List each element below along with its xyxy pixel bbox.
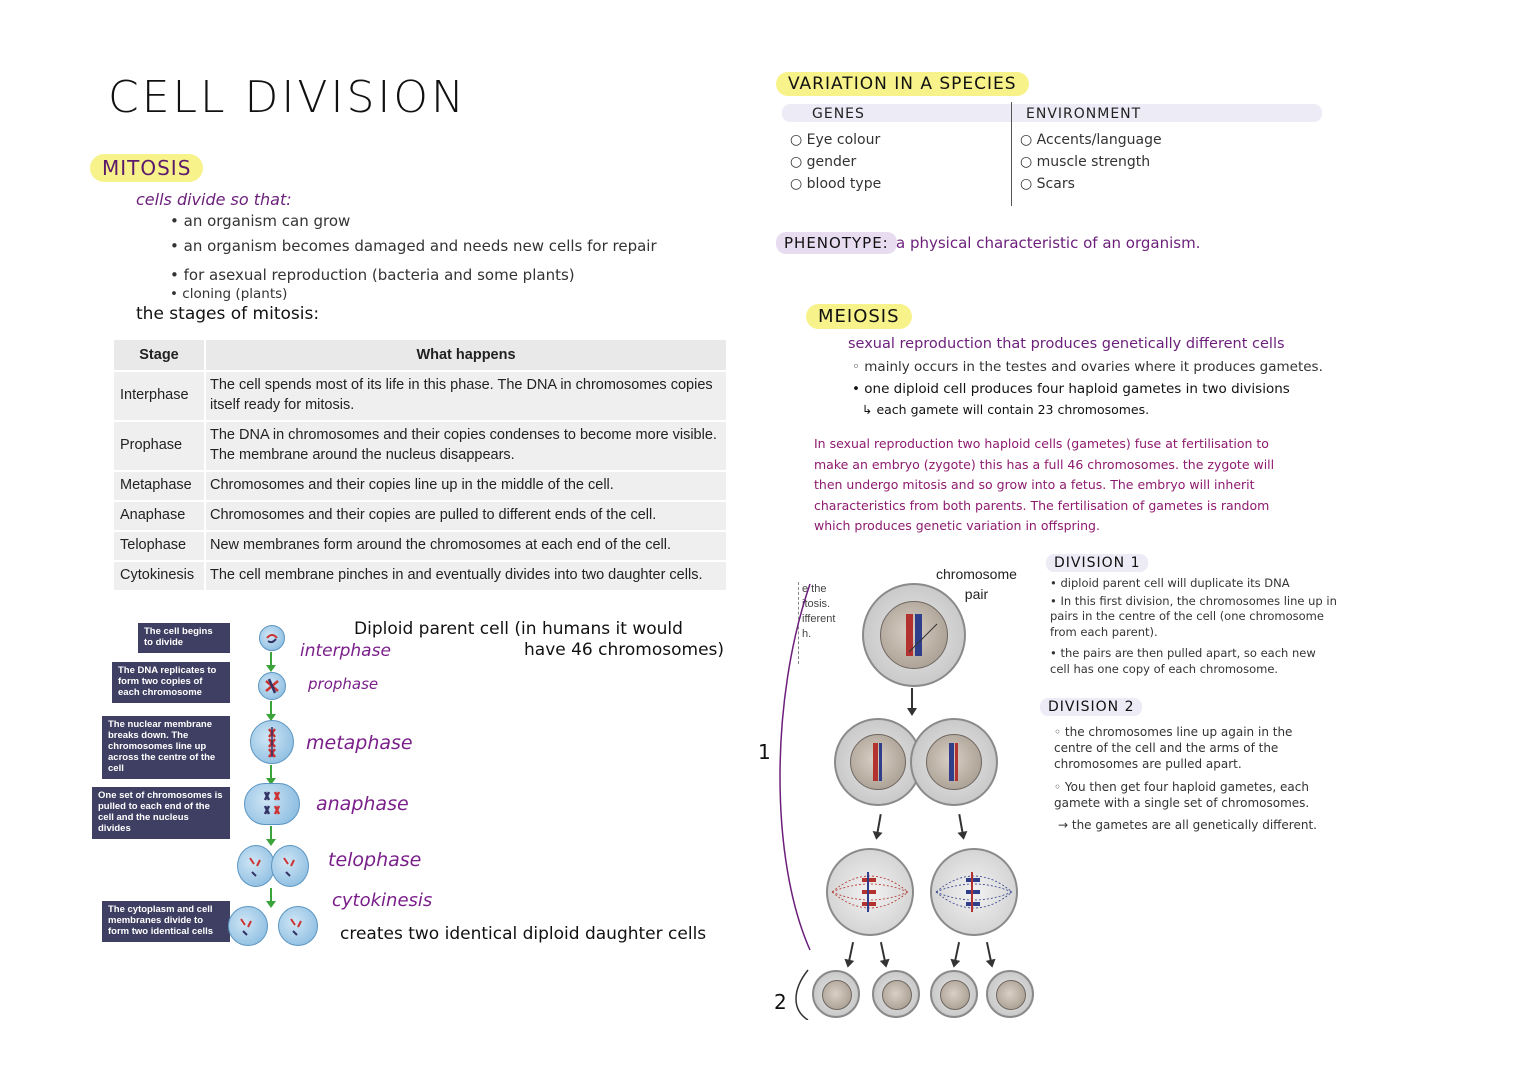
gamete-icon — [872, 970, 920, 1018]
phenotype-term: PHENOTYPE: — [776, 233, 897, 252]
arrow-down-icon — [848, 942, 854, 962]
genes-heading: GENES — [812, 106, 865, 122]
list-item: ○ blood type — [790, 176, 882, 192]
diagram-label-membrane: The nuclear membrane breaks down. The chromosomes line up across the centre of the cell — [102, 716, 230, 779]
bracket-2-label: 2 — [774, 990, 787, 1014]
arrow-down-icon — [880, 942, 886, 962]
stage-name-interphase: interphase — [300, 641, 391, 661]
division2-heading: DIVISION 2 — [1040, 696, 1142, 715]
chromosome-icon — [279, 907, 317, 945]
table-header-what-happens: What happens — [206, 340, 726, 370]
metaphase-cell-icon — [250, 720, 294, 764]
page-title: CELL DIVISION — [108, 72, 467, 123]
bracket-2-line — [796, 970, 808, 1020]
table-row: Cytokinesis The cell membrane pinches in and eventually divides into two daughter cells. — [114, 562, 726, 590]
phenotype-definition: a physical characteristic of an organism. — [896, 234, 1201, 252]
division2-cell-right-icon — [930, 848, 1018, 936]
list-item: • one diploid cell produces four haploid gametes in two divisions — [852, 381, 1290, 398]
division2-cell-left-icon — [826, 848, 914, 936]
list-item: ○ Scars — [1020, 176, 1075, 192]
gamete-icon — [986, 970, 1034, 1018]
division1-points — [1050, 576, 1338, 677]
stage-name-cytokinesis: cytokinesis — [332, 890, 433, 911]
table-row: Anaphase Chromosomes and their copies are pulled to different ends of the cell. — [114, 502, 726, 530]
meiosis-heading: MEIOSIS — [806, 306, 912, 327]
environment-heading: ENVIRONMENT — [1026, 106, 1142, 122]
chromosome-icon — [259, 673, 285, 699]
arrow-down-icon — [270, 652, 272, 666]
bracket-1-line — [780, 584, 810, 950]
prophase-cell-icon — [258, 672, 286, 700]
chromosome-icon — [927, 735, 981, 789]
division1-heading: DIVISION 1 — [1046, 552, 1148, 571]
division1-cell-left-icon — [834, 718, 922, 806]
table-row: Interphase The cell spends most of its life in this phase. The DNA in chromosomes copies itself ready for mitosis. — [114, 372, 726, 420]
stage-name-prophase: prophase — [308, 675, 379, 693]
arrow-down-icon — [954, 942, 960, 962]
list-item: ◦ the chromosomes line up again in the centre of the cell and the arms of the chromosomes are pulled apart. — [1054, 725, 1293, 772]
spindle-icon — [828, 850, 912, 934]
bracket-1-label: 1 — [758, 740, 771, 764]
table-row: Metaphase Chromosomes and their copies line up in the middle of the cell. — [114, 472, 726, 500]
stage-name-anaphase: anaphase — [316, 793, 409, 815]
mitosis-heading: MITOSIS — [90, 156, 203, 180]
division1-cell-right-icon — [910, 718, 998, 806]
stages-intro: the stages of mitosis: — [136, 304, 320, 324]
arrow-down-icon — [958, 814, 963, 834]
nucleus-icon — [926, 734, 982, 790]
chromosome-icon — [272, 846, 308, 886]
list-item: ◦ You then get four haploid gametes, each gamete with a single set of chromosomes. — [1054, 779, 1310, 810]
meiosis-paragraph: In sexual reproduction two haploid cells (gametes) fuse at fertilisation to make an embryo (zygote) this has a full 46 chromosomes. the zygote will then undergo mitosis and so grow into a fetus. The embryo will inherit characteristics from both parents. The fertilisation of gametes is random which produces genetic variation in offspring. — [814, 436, 1275, 533]
list-item: • the pairs are then pulled apart, so each new cell has one copy of each chromosome. — [1050, 646, 1316, 676]
chromosome-icon — [851, 735, 905, 789]
arrow-down-icon — [270, 888, 272, 902]
list-item: ◦ mainly occurs in the testes and ovaries where it produces gametes. — [852, 359, 1323, 375]
mitosis-stages-table — [112, 338, 728, 592]
meiosis-points — [852, 358, 1342, 419]
daughter-cell-left-icon — [228, 906, 268, 946]
arrow-down-icon — [876, 814, 881, 834]
list-item: ○ Accents/language — [1020, 132, 1162, 148]
meiosis-parent-cell-icon — [862, 583, 966, 687]
fragment-text: e the itosis. ifferent h. — [802, 583, 836, 640]
nucleus-icon — [850, 734, 906, 790]
diagram-label-begins: The cell begins to divide — [138, 623, 230, 653]
stage-name-metaphase: metaphase — [306, 732, 413, 754]
mitosis-result: creates two identical diploid daughter cells — [340, 924, 707, 944]
stage-name-telophase: telophase — [328, 849, 422, 871]
interphase-cell-icon — [259, 625, 285, 651]
list-item: ○ Eye colour — [790, 132, 881, 148]
reason-item: • an organism becomes damaged and needs new cells for repair — [170, 236, 657, 255]
chromosome-pair-label: chromosome pair — [936, 566, 1017, 602]
nucleus-icon — [880, 601, 948, 669]
diagram-label-cytoplasm: The cytoplasm and cell membranes divide to form two identical cells — [102, 901, 230, 942]
list-item: ○ muscle strength — [1020, 154, 1151, 170]
chromosome-icon — [881, 602, 947, 668]
chromosome-icon — [238, 846, 274, 886]
arrow-down-icon — [270, 701, 272, 715]
reason-item: • an organism can grow — [170, 212, 351, 230]
genes-list — [790, 132, 881, 192]
variation-heading: VARIATION IN A SPECIES — [776, 74, 1029, 94]
arrow-down-icon — [986, 942, 992, 962]
table-row: Telophase New membranes form around the chromosomes at each end of the cell. — [114, 532, 726, 560]
gamete-icon — [930, 970, 978, 1018]
gamete-icon — [812, 970, 860, 1018]
bracket-lines — [770, 580, 830, 1020]
meiosis-definition: sexual reproduction that produces genetically different cells — [848, 336, 1285, 352]
reason-item: • for asexual reproduction (bacteria and some plants) — [170, 265, 575, 284]
table-header-stage: Stage — [114, 340, 204, 370]
list-item: • In this first division, the chromosomes line up in pairs in the centre of the cell (one chromosome from each parent). — [1050, 593, 1337, 639]
telophase-cell-right-icon — [271, 845, 309, 887]
mitosis-intro: cells divide so that: — [136, 190, 292, 209]
reason-item: • cloning (plants) — [170, 286, 288, 303]
list-item: • diploid parent cell will duplicate its DNA — [1050, 576, 1290, 590]
mitosis-reasons-list — [170, 212, 730, 303]
chromosome-icon — [251, 721, 293, 763]
diagram-label-pulled: One set of chromosomes is pulled to each end of the cell and the nucleus divides — [92, 787, 230, 839]
arrow-down-icon — [911, 688, 913, 710]
telophase-cell-left-icon — [237, 845, 275, 887]
table-row: Prophase The DNA in chromosomes and their copies condenses to become more visible. The membrane around the nucleus disappears. — [114, 422, 726, 470]
chromosome-icon — [245, 784, 299, 824]
division2-points — [1054, 724, 1330, 833]
list-item: ↳ each gamete will contain 23 chromosomes. — [862, 402, 1150, 418]
table-header-row — [114, 340, 726, 370]
arrow-down-icon — [270, 765, 272, 779]
diploid-note-line1: Diploid parent cell (in humans it would — [354, 619, 683, 639]
spindle-icon — [932, 850, 1016, 934]
list-item: → the gametes are all genetically different. — [1058, 817, 1317, 832]
diagram-label-replicates: The DNA replicates to form two copies of each chromosome — [112, 662, 230, 703]
environment-list — [1020, 132, 1162, 192]
diploid-note-line2: have 46 chromosomes) — [524, 640, 725, 660]
variation-divider — [1011, 102, 1012, 206]
list-item: ○ gender — [790, 154, 857, 170]
chromosome-icon — [260, 626, 284, 650]
arrow-down-icon — [270, 826, 272, 840]
chromosome-icon — [229, 907, 267, 945]
daughter-cell-right-icon — [278, 906, 318, 946]
anaphase-cell-icon — [244, 783, 300, 825]
